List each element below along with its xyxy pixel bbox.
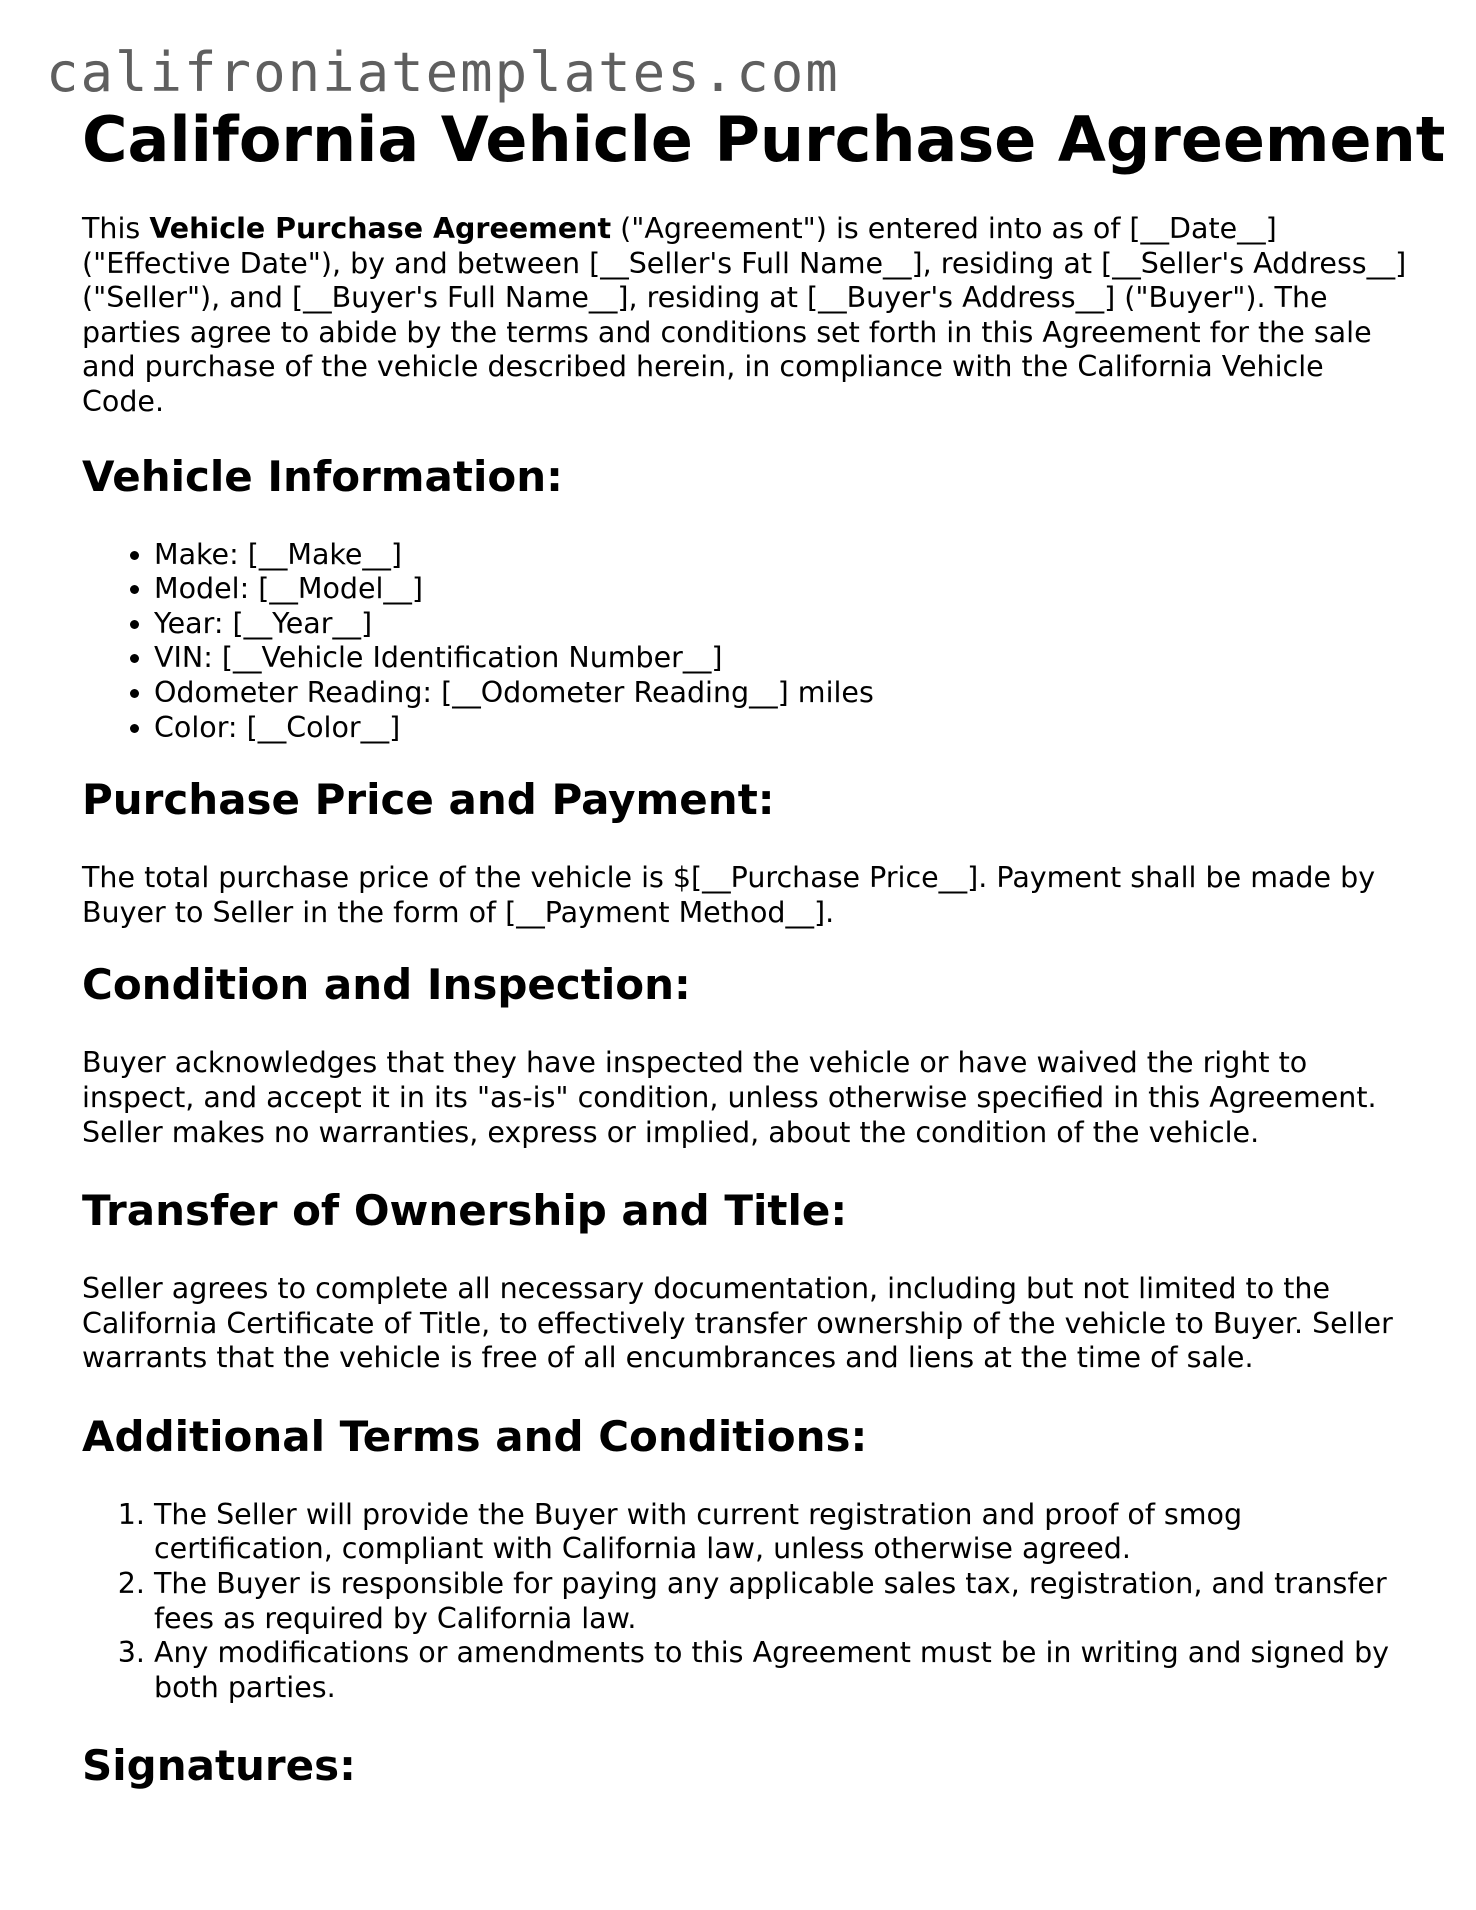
- vehicle-odometer-item: • Odometer Reading: [__Odometer Reading__] miles: [154, 676, 1412, 711]
- transfer-paragraph: Seller agrees to complete all necessary documentation, including but not limited to the California Certificate of Title, to effectively transfer ownership of the vehicle to Buyer. Seller warrants that the vehicle is free of all encumbrances and liens at the time of sale.: [82, 1272, 1393, 1375]
- vehicle-model-item: • Model: [__Model__]: [154, 572, 1412, 607]
- vehicle-information-list: [82, 538, 1412, 746]
- document-title: California Vehicle Purchase Agreement: [82, 103, 1446, 176]
- purchase-price-paragraph: The total purchase price of the vehicle is $[__Purchase Price__]. Payment shall be made by Buyer to Seller in the form of [__Payment Method__].: [82, 861, 1376, 929]
- signatures-heading: Signatures:: [82, 1741, 356, 1791]
- document-page: [82, 103, 1446, 1791]
- purchase-price-heading: Purchase Price and Payment:: [82, 775, 775, 825]
- site-watermark: califroniatemplates.com: [46, 41, 840, 104]
- vehicle-color-item: • Color: [__Color__]: [154, 711, 1412, 746]
- vehicle-make-item: • Make: [__Make__]: [154, 538, 1412, 573]
- condition-heading: Condition and Inspection:: [82, 960, 691, 1010]
- transfer-heading: Transfer of Ownership and Title:: [82, 1186, 848, 1236]
- vehicle-year-item: • Year: [__Year__]: [154, 607, 1412, 642]
- additional-terms-list: [82, 1498, 1412, 1706]
- additional-term-item: 1. The Seller will provide the Buyer with current registration and proof of smog certification, compliant with California law, unless otherwise agreed.: [154, 1498, 1412, 1567]
- intro-prefix: This: [82, 212, 150, 245]
- intro-suffix: ("Agreement") is entered into as of [__Date__] ("Effective Date"), by and between [__Seller's Full Name__], residing at [__Seller's Address__] ("Seller"), and [__Buyer's Full Name__], residing at [__Buyer's Address__] ("Buyer"). The parties agree to abide by the terms and conditions set forth in this Agreement for the sale and purchase of the vehicle described herein, in compliance with the California Vehicle Code.: [82, 212, 1407, 418]
- condition-paragraph: Buyer acknowledges that they have inspected the vehicle or have waived the right to inspect, and accept it in its "as-is" condition, unless otherwise specified in this Agreement. Seller makes no warranties, express or implied, about the condition of the vehicle.: [82, 1046, 1377, 1149]
- additional-terms-heading: Additional Terms and Conditions:: [82, 1411, 868, 1461]
- additional-term-item: 3. Any modifications or amendments to this Agreement must be in writing and signed by both parties.: [154, 1636, 1412, 1705]
- intro-bold-term: Vehicle Purchase Agreement: [149, 212, 612, 245]
- vehicle-vin-item: • VIN: [__Vehicle Identification Number__]: [154, 641, 1412, 676]
- additional-term-item: 2. The Buyer is responsible for paying any applicable sales tax, registration, and transfer fees as required by California law.: [154, 1567, 1412, 1636]
- vehicle-information-heading: Vehicle Information:: [82, 451, 563, 501]
- intro-paragraph: [82, 212, 1412, 420]
